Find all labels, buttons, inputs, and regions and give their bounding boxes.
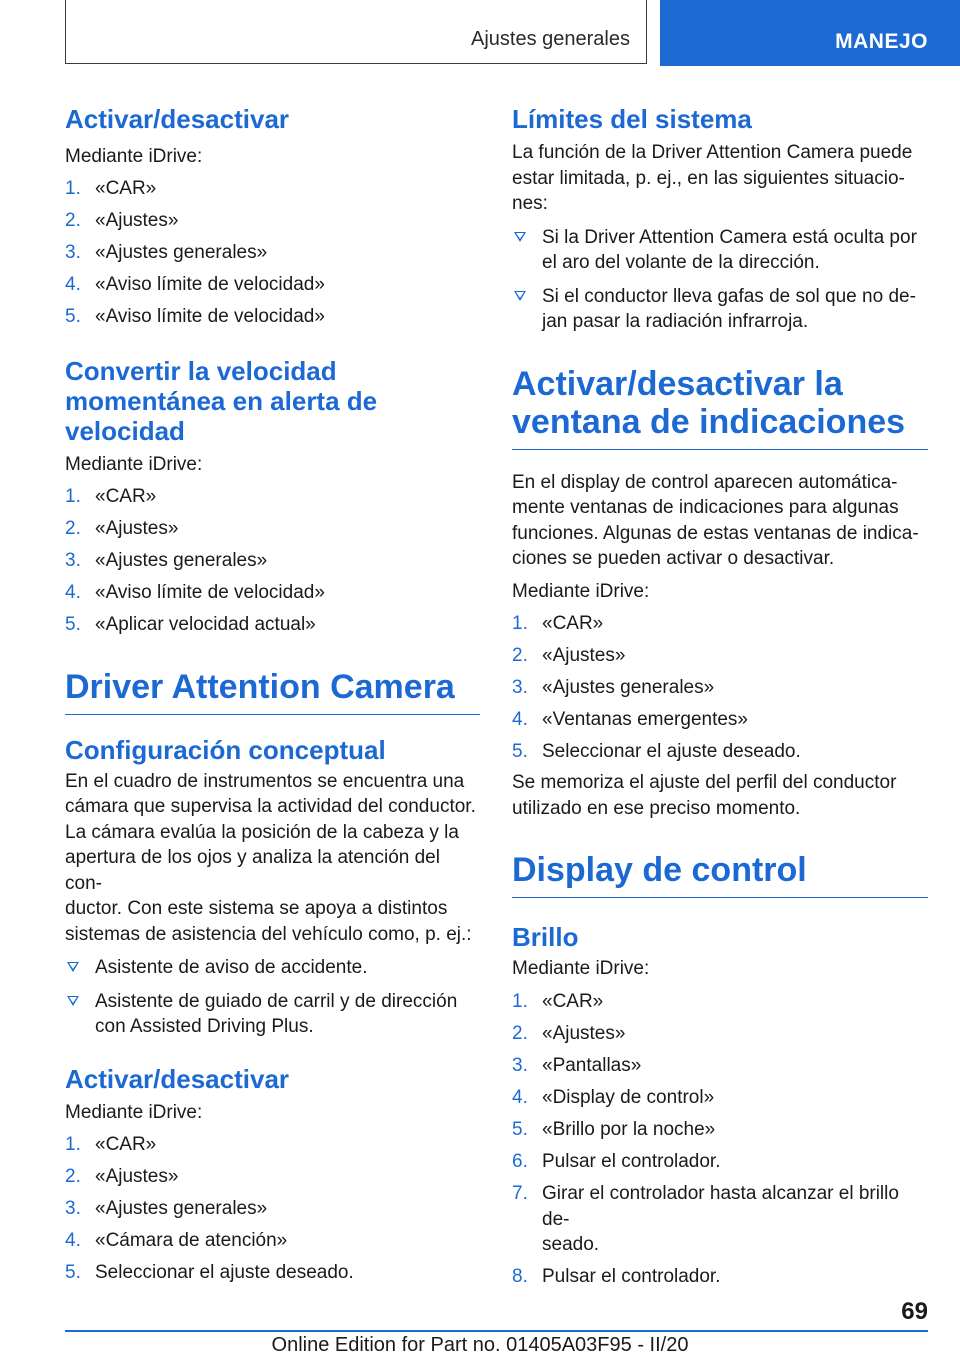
body-paragraph: En el cuadro de instrumentos se encuentra una cámara que supervisa la actividad del conductor. La cámara evalúa la posición de la cabeza y la apertura de los ojos y analiza la atención del con- ductor. Con este sistema se apoya a distintos sistemas de asistencia del vehículo como, p. ej.:: [65, 770, 476, 945]
list-item: 7. Girar el controlador hasta alcanzar el brillo de- seado.: [512, 1183, 899, 1256]
list-item: 3. «Ajustes generales»: [65, 1198, 268, 1220]
list-item: 5. «Aviso límite de velocidad»: [65, 306, 325, 328]
heading-ventana-indicaciones: Activar/desactivar la ventana de indicaciones: [512, 365, 928, 450]
list-item: 5. «Brillo por la noche»: [512, 1118, 716, 1140]
footer-edition: Online Edition for Part no. 01405A03F95 - II/20: [271, 1334, 689, 1356]
body-paragraph: La función de la Driver Attention Camera puede estar limitada, p. ej., en las siguientes situacio- nes:: [512, 142, 913, 214]
list-item: 4. «Cámara de atención»: [65, 1230, 288, 1252]
body-paragraph: Se memoriza el ajuste del perfil del conductor utilizado en ese preciso momento.: [512, 772, 897, 819]
list-item: 2. «Ajustes»: [512, 1022, 626, 1044]
page-number: 69: [901, 1298, 928, 1325]
list-item: 1. «CAR»: [512, 612, 604, 634]
body-paragraph: En el display de control aparecen automática- mente ventanas de indicaciones para algunas funciones. Algunas de estas ventanas de indica- ciones se pueden activar o desactivar.: [512, 471, 919, 569]
bullet-list: [512, 225, 928, 335]
section-label: Ajustes generales: [471, 28, 630, 50]
heading-driver-attention-camera: Driver Attention Camera: [65, 668, 480, 715]
section-tab: [65, 0, 647, 64]
intro-idrive: Mediante iDrive:: [512, 958, 650, 980]
heading-convertir-velocidad: Convertir la velocidad momentánea en alerta de velocidad: [65, 355, 378, 446]
list-item: 1. «CAR»: [65, 1134, 157, 1156]
list-item: 3. «Pantallas»: [512, 1054, 642, 1076]
list-item: 2. «Ajustes»: [512, 644, 626, 666]
steps-list: [65, 176, 480, 330]
steps-list: [65, 484, 480, 638]
page-header: [0, 0, 960, 66]
steps-list: [512, 989, 928, 1290]
list-item: Si el conductor lleva gafas de sol que no de- jan pasar la radiación infrarroja.: [512, 284, 928, 335]
intro-idrive: Mediante iDrive:: [512, 580, 650, 602]
bullet-list: [65, 955, 480, 1040]
triangle-bullet-icon: [67, 962, 79, 972]
right-column: [512, 100, 928, 1290]
steps-list: [512, 611, 928, 765]
heading-activar-desactivar: Activar/desactivar: [65, 104, 290, 134]
left-column: [65, 100, 480, 1286]
heading-activar-desactivar-camara: Activar/desactivar: [65, 1063, 290, 1094]
triangle-bullet-icon: [514, 291, 526, 301]
list-item: 4. «Aviso límite de velocidad»: [65, 274, 325, 296]
list-item: 2. «Ajustes»: [65, 518, 179, 540]
list-item: 4. «Aviso límite de velocidad»: [65, 582, 325, 604]
heading-display-control: Display de control: [512, 851, 928, 898]
list-item: 3. «Ajustes generales»: [65, 550, 268, 572]
list-item: 3. «Ajustes generales»: [512, 676, 715, 698]
list-item: 5. Seleccionar el ajuste deseado.: [65, 1262, 354, 1284]
intro-idrive: Mediante iDrive:: [65, 1101, 203, 1123]
list-item: 2. «Ajustes»: [65, 210, 179, 232]
chapter-label: MANEJO: [835, 30, 928, 53]
list-item: 3. «Ajustes generales»: [65, 242, 268, 264]
list-item: 1. «CAR»: [65, 486, 157, 508]
heading-limites-sistema: Límites del sistema: [512, 104, 752, 134]
triangle-bullet-icon: [514, 232, 526, 242]
list-item: 5. Seleccionar el ajuste deseado.: [512, 740, 801, 762]
heading-configuracion-conceptual: Configuración conceptual: [65, 734, 386, 765]
intro-idrive: Mediante iDrive:: [65, 146, 203, 167]
list-item: 4. «Display de control»: [512, 1086, 715, 1108]
list-item: 1. «CAR»: [65, 178, 157, 200]
list-item: Asistente de aviso de accidente.: [65, 955, 480, 981]
steps-list: [65, 1132, 480, 1286]
intro-idrive: Mediante iDrive:: [65, 453, 203, 475]
footer-divider: [65, 1330, 928, 1332]
list-item: 8. Pulsar el controlador.: [512, 1266, 721, 1288]
list-item: 1. «CAR»: [512, 990, 604, 1012]
triangle-bullet-icon: [67, 996, 79, 1006]
list-item: 2. «Ajustes»: [65, 1166, 179, 1188]
list-item: Si la Driver Attention Camera está oculta por el aro del volante de la dirección.: [512, 225, 928, 276]
list-item: 6. Pulsar el controlador.: [512, 1151, 721, 1173]
heading-brillo: Brillo: [512, 922, 579, 953]
list-item: 5. «Aplicar velocidad actual»: [65, 614, 316, 636]
list-item: Asistente de guiado de carril y de dirección con Assisted Driving Plus.: [65, 989, 480, 1040]
chapter-tab: [660, 0, 960, 66]
list-item: 4. «Ventanas emergentes»: [512, 708, 748, 730]
